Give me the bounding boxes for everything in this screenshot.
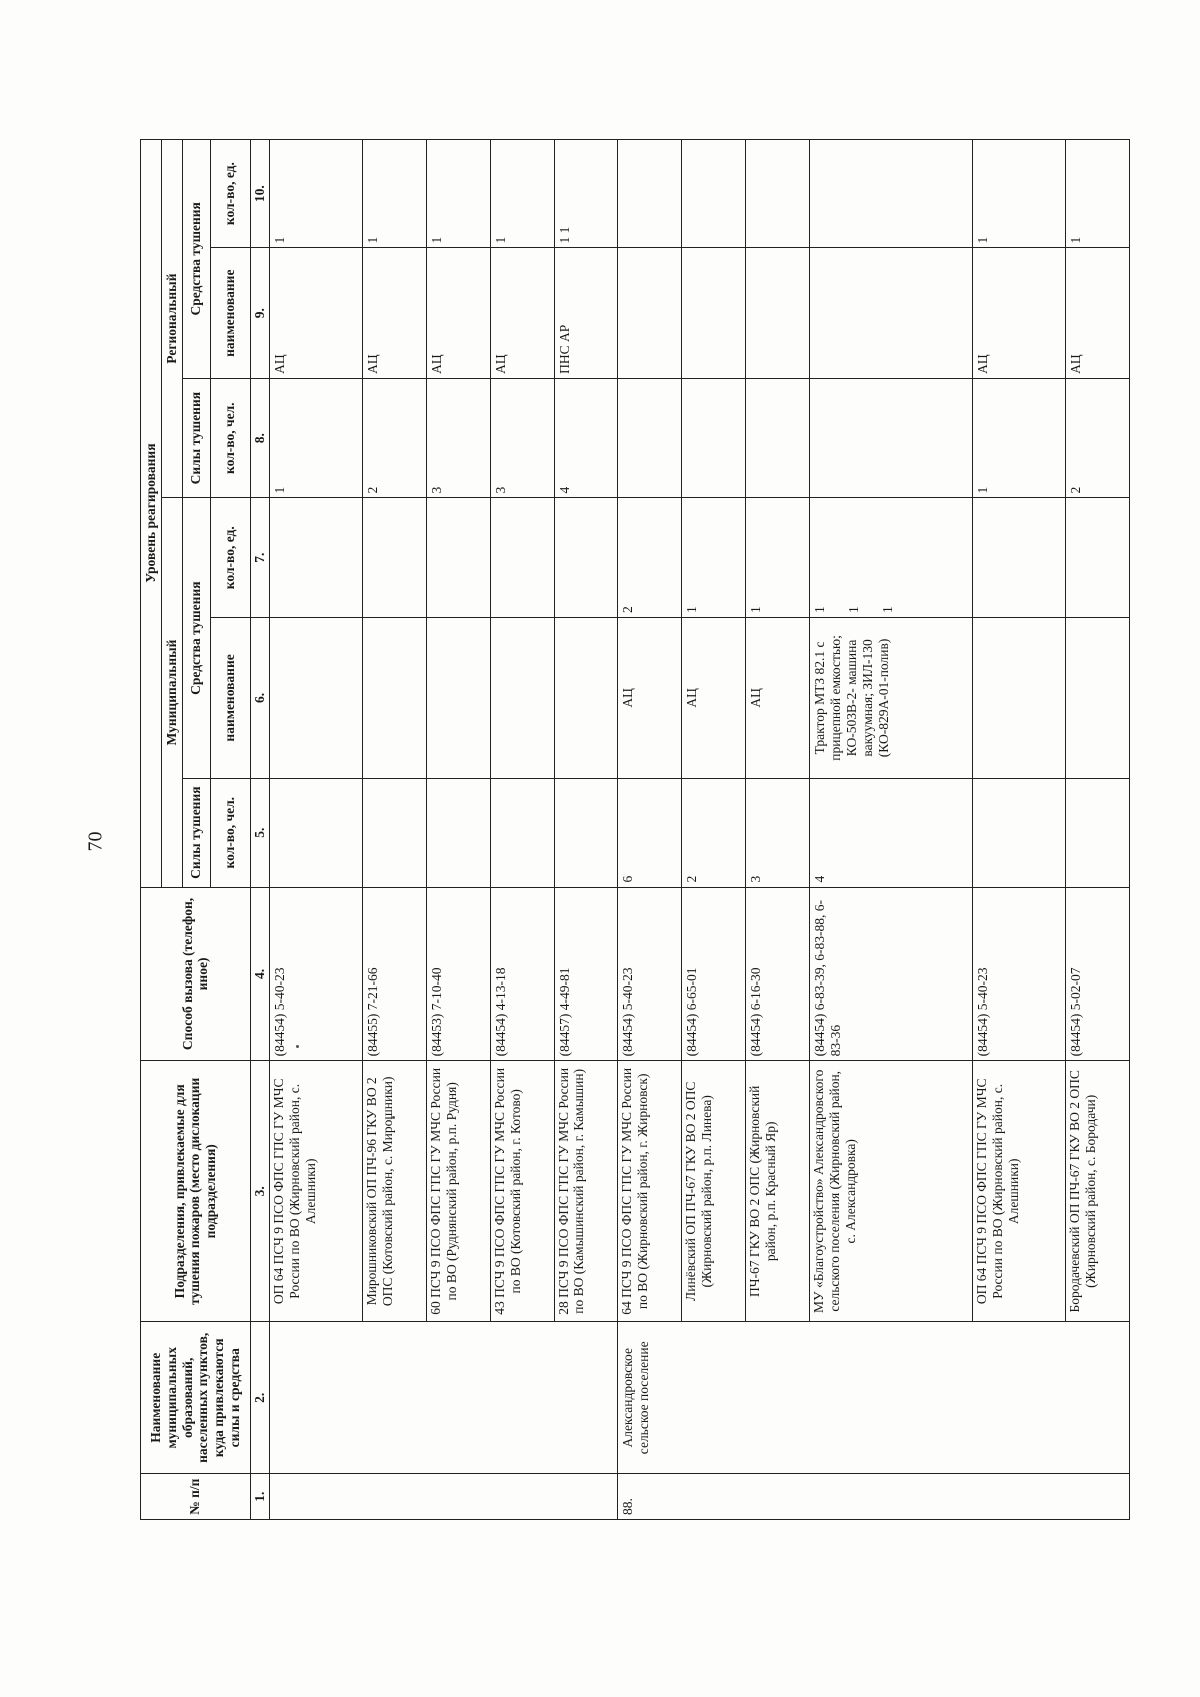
cell-municipal-forces: 6 xyxy=(618,778,682,887)
cell-number xyxy=(269,1474,618,1520)
cell-municipal-means-qty: 1 xyxy=(682,498,746,618)
cell-municipal-means-qty xyxy=(269,498,362,618)
cell-unit: 28 ПСЧ 9 ПСО ФПС ГПС ГУ МЧС России по ВО (Камышинский район, г. Камышин) xyxy=(554,1061,618,1322)
cell-regional-means-qty xyxy=(682,139,746,248)
cell-regional-forces: 1 xyxy=(972,378,1065,498)
header-municipal: Муниципальный xyxy=(161,498,182,887)
cell-phone: (84455) 7-21-66 xyxy=(362,887,426,1061)
cell-regional-means-name: АЦ xyxy=(269,248,362,378)
cell-regional-forces xyxy=(618,378,682,498)
table-row xyxy=(810,31,973,1520)
column-number: 10. xyxy=(250,139,269,248)
cell-municipal-forces xyxy=(554,778,618,887)
column-number: 3. xyxy=(250,1061,269,1322)
cell-phone: (84454) 4-13-18 xyxy=(490,887,554,1061)
cell-municipal-means-name xyxy=(269,618,362,779)
cell-municipal-means-name xyxy=(362,618,426,779)
cell-regional-means-name: АЦ xyxy=(362,248,426,378)
cell-municipal-forces xyxy=(426,778,490,887)
cell-municipal-means-name: АЦ xyxy=(618,618,682,779)
cell-regional-means-qty: 1 xyxy=(426,139,490,248)
cell-unit: ПЧ-67 ГКУ ВО 2 ОПС (Жирновский район, р.п. Красный Яр) xyxy=(746,1061,810,1322)
cell-regional-forces: 2 xyxy=(362,378,426,498)
table-row xyxy=(972,31,1065,1520)
cell-regional-forces xyxy=(810,378,973,498)
cell-regional-forces xyxy=(746,378,810,498)
cell-regional-means-qty xyxy=(810,139,973,248)
header-units: Подразделения, привлекаемые для тушения пожаров (место дислокации подразделения) xyxy=(141,1061,251,1322)
cell-unit: Линёвский ОП ПЧ-67 ГКУ ВО 2 ОПС (Жирновский район, р.п. Линева) xyxy=(682,1061,746,1322)
cell-municipal-forces xyxy=(269,778,362,887)
fire-response-table xyxy=(140,30,1130,1520)
table-row xyxy=(362,31,426,1520)
column-number: 9. xyxy=(250,248,269,378)
header-qty-units: кол-во, ед. xyxy=(210,139,250,248)
header-forces-regional: Силы тушения xyxy=(182,378,210,498)
cell-municipal-means-qty: 1 xyxy=(746,498,810,618)
header-qty-people: кол-во, чел. xyxy=(210,378,250,498)
cell-phone: (84457) 4-49-81 xyxy=(554,887,618,1061)
cell-municipal-means-name: Трактор МТЗ 82.1 с прицепной емкостью; КО-503В-2- машина вакуумная; ЗИЛ-130 (КО-829А-01-полив) xyxy=(810,618,973,779)
cell-regional-means-name: ПНС АР xyxy=(554,248,618,378)
cell-municipality: Александровское сельское поселение xyxy=(618,1322,1130,1474)
header-forces-municipal: Силы тушения xyxy=(182,778,210,887)
cell-regional-means-qty: 1 xyxy=(972,139,1065,248)
header-regional: Региональный xyxy=(161,139,182,498)
cell-municipal-means-name: АЦ xyxy=(746,618,810,779)
cell-municipality xyxy=(269,1322,618,1474)
cell-unit: Мирошниковский ОП ПЧ-96 ГКУ ВО 2 ОПС (Котовский район, с. Мирошники) xyxy=(362,1061,426,1322)
cell-unit: МУ «Благоустройство» Александровского сельского поселения (Жирновский район, с. Александровка) xyxy=(810,1061,973,1322)
header-name: наименование xyxy=(210,248,250,378)
cell-municipal-means-qty xyxy=(426,498,490,618)
cell-regional-forces: 2 xyxy=(1065,378,1129,498)
column-number: 8. xyxy=(250,378,269,498)
column-number: 6. xyxy=(250,618,269,779)
cell-municipal-means-name xyxy=(490,618,554,779)
column-number: 2. xyxy=(250,1322,269,1474)
cell-regional-means-name xyxy=(682,248,746,378)
table-row xyxy=(490,31,554,1520)
cell-unit: ОП 64 ПСЧ 9 ПСО ФПС ГПС ГУ МЧС России по ВО (Жирновский район, с. Алешники) xyxy=(972,1061,1065,1322)
cell-phone: (84454) 5-40-23 xyxy=(618,887,682,1061)
cell-regional-means-qty: 1 xyxy=(362,139,426,248)
column-number: 5. xyxy=(250,778,269,887)
table-row xyxy=(746,31,810,1520)
column-number: 4. xyxy=(250,887,269,1061)
qty-value: 1 xyxy=(812,606,828,613)
cell-municipal-means-name xyxy=(972,618,1065,779)
cell-municipal-forces xyxy=(362,778,426,887)
column-number: 1. xyxy=(250,1474,269,1520)
header-name: наименование xyxy=(210,618,250,779)
header-means-municipal: Средства тушения xyxy=(182,498,210,778)
cell-number: 88. xyxy=(618,1474,1130,1520)
cell-unit: 43 ПСЧ 9 ПСО ФПС ГПС ГУ МЧС России по ВО (Котовский район, г. Котово) xyxy=(490,1061,554,1322)
cell-municipal-means-name xyxy=(426,618,490,779)
qty-value: 1 xyxy=(846,606,862,613)
header-response-level: Уровень реагирования xyxy=(141,139,162,887)
cell-regional-means-qty: 1 xyxy=(1065,139,1129,248)
cell-regional-means-qty: 1 xyxy=(490,139,554,248)
table-row xyxy=(618,31,682,1520)
cell-phone: (84454) 5-40-23 xyxy=(269,887,362,1061)
cell-regional-means-name: АЦ xyxy=(1065,248,1129,378)
cell-phone: (84454) 5-02-07 xyxy=(1065,887,1129,1061)
cell-regional-forces: 3 xyxy=(490,378,554,498)
cell-municipal-forces: 2 xyxy=(682,778,746,887)
cell-municipal-means-name: АЦ xyxy=(682,618,746,779)
header-call-method: Способ вызова (телефон, иное) xyxy=(141,887,251,1061)
cell-phone: (84453) 7-10-40 xyxy=(426,887,490,1061)
cell-municipal-means-qty xyxy=(362,498,426,618)
header-means-regional: Средства тушения xyxy=(182,139,210,378)
cell-municipal-means-name xyxy=(554,618,618,779)
table-row xyxy=(269,31,362,1520)
column-number: 7. xyxy=(250,498,269,618)
cell-phone: (84454) 6-16-30 xyxy=(746,887,810,1061)
table-row xyxy=(682,31,746,1520)
cell-regional-means-name: АЦ xyxy=(426,248,490,378)
cell-regional-means-name xyxy=(810,248,973,378)
cell-regional-means-name xyxy=(746,248,810,378)
cell-regional-means-qty xyxy=(618,139,682,248)
table-row xyxy=(554,31,618,1520)
cell-municipal-means-qty xyxy=(972,498,1065,618)
cell-regional-means-qty xyxy=(746,139,810,248)
cell-municipal-means-qty xyxy=(490,498,554,618)
table-row xyxy=(1065,31,1129,1520)
cell-unit: 60 ПСЧ 9 ПСО ФПС ГПС ГУ МЧС России по ВО (Руднянский район, р.п. Рудня) xyxy=(426,1061,490,1322)
cell-municipal-means-qty xyxy=(554,498,618,618)
cell-regional-forces: 3 xyxy=(426,378,490,498)
cell-regional-means-name: АЦ xyxy=(490,248,554,378)
qty-value: 1 xyxy=(879,606,895,613)
cell-regional-forces: 4 xyxy=(554,378,618,498)
cell-regional-means-name xyxy=(618,248,682,378)
cell-regional-means-name: АЦ xyxy=(972,248,1065,378)
page-number: 70 xyxy=(84,831,107,852)
cell-regional-forces xyxy=(682,378,746,498)
cell-municipal-forces xyxy=(1065,778,1129,887)
header-qty-people: кол-во, чел. xyxy=(210,778,250,887)
table-row xyxy=(426,31,490,1520)
cell-regional-forces: 1 xyxy=(269,378,362,498)
header-number: № п/п xyxy=(141,1474,251,1520)
cell-regional-means-qty: 1 1 xyxy=(554,139,618,248)
cell-municipal-means-qty: 2 xyxy=(618,498,682,618)
cell-municipal-forces: 3 xyxy=(746,778,810,887)
cell-municipal-forces xyxy=(972,778,1065,887)
cell-unit: ОП 64 ПСЧ 9 ПСО ФПС ГПС ГУ МЧС России по ВО (Жирновский район, с. Алешники) xyxy=(269,1061,362,1322)
cell-municipal-means-qty xyxy=(810,498,973,618)
cell-unit: 64 ПСЧ 9 ПСО ФПС ГПС ГУ МЧС России по ВО (Жирновский район, г. Жирновск) xyxy=(618,1061,682,1322)
cell-municipal-forces: 4 xyxy=(810,778,973,887)
rotated-table-container xyxy=(140,30,1130,1520)
cell-unit: Бородачевский ОП ПЧ-67 ГКУ ВО 2 ОПС (Жирновский район, с. Бородачи) xyxy=(1065,1061,1129,1322)
cell-municipal-means-name xyxy=(1065,618,1129,779)
cell-municipal-means-qty xyxy=(1065,498,1129,618)
cell-municipal-forces xyxy=(490,778,554,887)
cell-phone: (84454) 6-83-39, 6-83-88, 6-83-36 xyxy=(810,887,973,1061)
header-qty-units: кол-во, ед. xyxy=(210,498,250,618)
header-municipality: Наименование муниципальных образований, населенных пунктов, куда привлекаются силы и средства xyxy=(141,1322,251,1474)
cell-phone: (84454) 5-40-23 xyxy=(972,887,1065,1061)
cell-regional-means-qty: 1 xyxy=(269,139,362,248)
cell-phone: (84454) 6-65-01 xyxy=(682,887,746,1061)
